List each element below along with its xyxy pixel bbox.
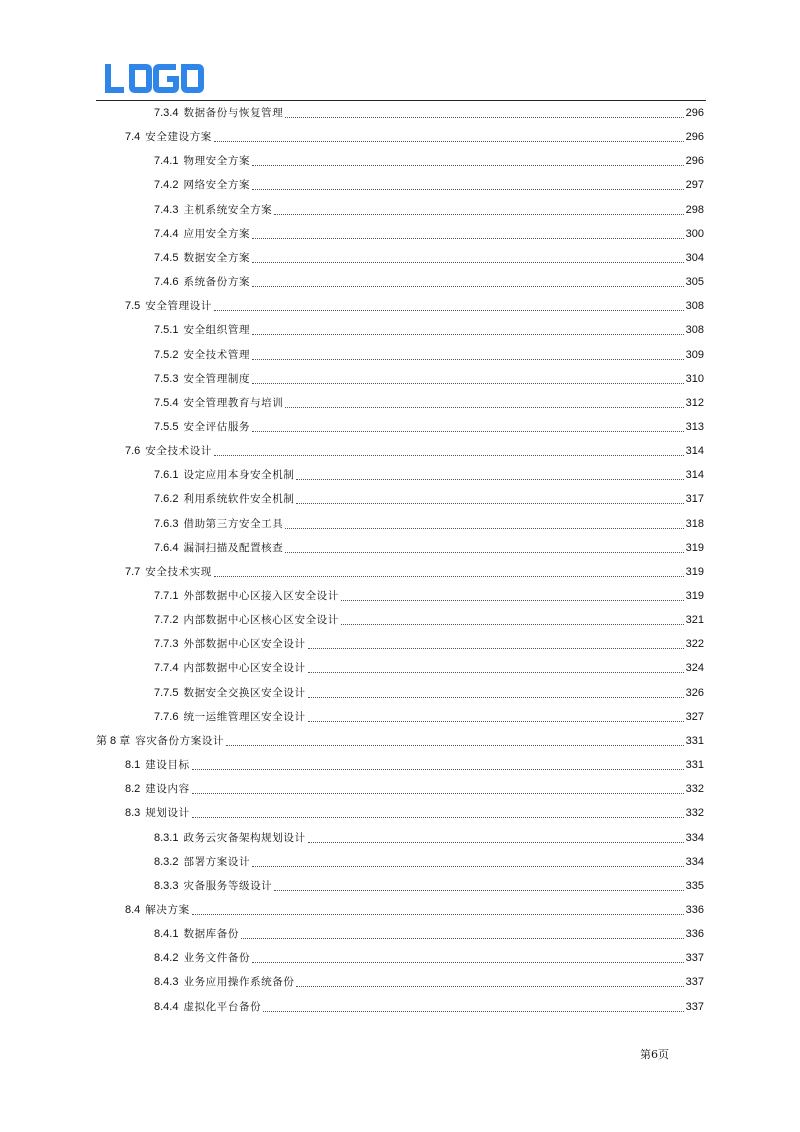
- toc-entry-page: 300: [685, 227, 704, 240]
- toc-leader-dots: [252, 375, 684, 384]
- toc-leader-dots: [252, 423, 684, 432]
- toc-entry-page: 337: [685, 976, 704, 989]
- toc-entry-title: 灾备服务等级设计: [183, 879, 273, 892]
- toc-leader-dots: [214, 447, 684, 456]
- toc-entry-number: 7.7.2: [154, 614, 179, 627]
- toc-entry[interactable]: [154, 415, 704, 439]
- toc-entry-title: 安全建设方案: [145, 131, 212, 144]
- toc-entry[interactable]: [154, 922, 704, 946]
- toc-leader-dots: [241, 930, 684, 939]
- toc-entry[interactable]: [154, 608, 704, 632]
- toc-entry-number: 8.4: [125, 903, 141, 916]
- toc-leader-dots: [252, 278, 684, 287]
- toc-leader-dots: [308, 640, 684, 649]
- toc-entry[interactable]: [154, 826, 704, 850]
- toc-entry-page: 314: [685, 469, 704, 482]
- toc-leader-dots: [274, 882, 683, 891]
- toc-leader-dots: [214, 302, 684, 311]
- toc-leader-dots: [252, 254, 684, 263]
- toc-entry[interactable]: [154, 149, 704, 173]
- toc-entry-title: 物理安全方案: [183, 155, 251, 168]
- toc-entry-number: 7.6.1: [154, 469, 179, 482]
- toc-leader-dots: [252, 858, 684, 867]
- toc-entry-page: 309: [685, 348, 704, 361]
- toc-entry-page: 296: [685, 107, 704, 119]
- toc-entry-title: 内部数据中心区安全设计: [183, 662, 306, 675]
- toc-entry-page: 310: [685, 372, 704, 385]
- toc-entry[interactable]: [154, 343, 704, 367]
- toc-entry-page: 313: [685, 420, 704, 433]
- toc-leader-dots: [285, 399, 683, 408]
- toc-entry-page: 334: [685, 831, 704, 844]
- toc-entry[interactable]: [154, 681, 704, 705]
- toc-entry-title: 安全评估服务: [183, 420, 251, 433]
- toc-entry[interactable]: [154, 705, 704, 729]
- toc-entry-title: 外部数据中心区安全设计: [183, 638, 306, 651]
- toc-entry[interactable]: [154, 463, 704, 487]
- toc-leader-dots: [192, 906, 684, 915]
- toc-entry-number: 7.7.4: [154, 662, 179, 675]
- toc-entry[interactable]: [96, 729, 704, 753]
- toc-entry-title: 容灾备份方案设计: [135, 734, 225, 747]
- toc-entry[interactable]: [154, 391, 704, 415]
- toc-entry-number: 7.7.5: [154, 686, 179, 699]
- toc-entry[interactable]: [154, 850, 704, 874]
- toc-entry[interactable]: [154, 584, 704, 608]
- toc-leader-dots: [214, 568, 684, 577]
- toc-entry-title: 虚拟化平台备份: [183, 1000, 262, 1013]
- toc-entry-title: 数据备份与恢复管理: [183, 107, 284, 119]
- toc-entry-title: 数据安全交换区安全设计: [183, 686, 306, 699]
- toc-entry[interactable]: [125, 777, 704, 801]
- toc-entry-title: 统一运维管理区安全设计: [183, 710, 306, 723]
- toc-leader-dots: [308, 834, 684, 843]
- logo-graphic: [104, 62, 206, 96]
- toc-entry-title: 网络安全方案: [183, 179, 251, 192]
- toc-entry-number: 8.3: [125, 807, 141, 820]
- toc-entry-number: 8.3.3: [154, 879, 179, 892]
- toc-entry-title: 外部数据中心区接入区安全设计: [183, 590, 339, 602]
- toc-leader-dots: [341, 616, 684, 625]
- toc-entry[interactable]: [125, 294, 704, 318]
- toc-leader-dots: [308, 664, 684, 673]
- toc-entry-title: 设定应用本身安全机制: [183, 469, 295, 482]
- toc-leader-dots: [308, 713, 684, 722]
- toc-entry-number: 8.4.1: [154, 928, 179, 941]
- toc-leader-dots: [296, 495, 683, 504]
- toc-entry-title: 解决方案: [145, 903, 190, 916]
- toc-entry-number: 7.6.2: [154, 493, 179, 506]
- toc-entry-page: 305: [685, 276, 704, 289]
- toc-entry-page: 335: [685, 879, 704, 892]
- toc-entry-title: 建设内容: [145, 783, 190, 796]
- toc-entry[interactable]: [125, 898, 704, 922]
- toc-entry-number: 7.5.4: [154, 396, 179, 409]
- toc-entry-title: 建设目标: [145, 759, 190, 772]
- toc-entry-number: 7.7.6: [154, 710, 179, 723]
- toc-entry[interactable]: [154, 101, 704, 125]
- toc-entry[interactable]: [154, 995, 704, 1019]
- toc-entry-number: 7.5.5: [154, 420, 179, 433]
- toc-entry-number: 7.5.1: [154, 324, 179, 337]
- toc-entry-number: 7.7.1: [154, 590, 179, 602]
- toc-entry-number: 7.5: [125, 300, 141, 313]
- toc-leader-dots: [192, 761, 684, 770]
- toc-entry[interactable]: [125, 801, 704, 825]
- toc-entry[interactable]: [154, 173, 704, 197]
- toc-entry-number: 8.4.3: [154, 976, 179, 989]
- toc-entry-title: 借助第三方安全工具: [183, 517, 284, 530]
- toc-entry-page: 304: [685, 251, 704, 264]
- toc-entry[interactable]: [125, 439, 704, 463]
- toc-leader-dots: [252, 157, 684, 166]
- toc-entry[interactable]: [125, 560, 704, 584]
- toc-leader-dots: [192, 809, 684, 818]
- toc-entry-page: 308: [685, 300, 704, 313]
- toc-entry-number: 7.7: [125, 565, 141, 578]
- toc-leader-dots: [285, 544, 683, 553]
- toc-entry-title: 漏洞扫描及配置核查: [183, 541, 284, 554]
- toc-entry[interactable]: [154, 656, 704, 680]
- toc-entry-page: 296: [685, 131, 704, 144]
- toc-entry-title: 规划设计: [145, 807, 190, 820]
- toc-leader-dots: [226, 737, 684, 746]
- page-number: 第6页: [640, 1048, 669, 1061]
- toc-entry-title: 安全组织管理: [183, 324, 251, 337]
- toc-leader-dots: [296, 471, 683, 480]
- toc-entry-number: 7.6.3: [154, 517, 179, 530]
- toc-entry-number: 7.5.2: [154, 348, 179, 361]
- toc-entry[interactable]: [154, 632, 704, 656]
- toc-entry-number: 7.6: [125, 445, 141, 458]
- toc-entry[interactable]: [154, 270, 704, 294]
- toc-entry-title: 业务文件备份: [183, 952, 251, 965]
- toc-entry[interactable]: [154, 512, 704, 536]
- toc-entry[interactable]: [154, 246, 704, 270]
- toc-leader-dots: [308, 689, 684, 698]
- toc-leader-dots: [296, 978, 683, 987]
- toc-entry-page: 312: [685, 396, 704, 409]
- toc-entry[interactable]: [154, 970, 704, 994]
- toc-entry-page: 331: [685, 759, 704, 772]
- toc-entry-page: 298: [685, 203, 704, 216]
- toc-leader-dots: [252, 954, 684, 963]
- toc-entry-page: 326: [685, 686, 704, 699]
- toc-entry-title: 安全管理制度: [183, 372, 251, 385]
- toc-entry-page: 317: [685, 493, 704, 506]
- toc-entry-number: 7.4.2: [154, 179, 179, 192]
- toc-entry-number: 8.2: [125, 783, 141, 796]
- toc-entry-number: 7.3.4: [154, 107, 179, 119]
- toc-entry-number: 8.1: [125, 759, 141, 772]
- toc-entry-number: 7.5.3: [154, 372, 179, 385]
- toc-entry-number: 8.3.1: [154, 831, 179, 844]
- toc-entry-number: 第 8 章: [96, 734, 131, 747]
- toc-entry-title: 利用系统软件安全机制: [183, 493, 295, 506]
- toc-entry-title: 安全管理设计: [145, 300, 212, 313]
- toc-entry-title: 安全技术设计: [145, 445, 212, 458]
- toc-leader-dots: [263, 1003, 683, 1012]
- toc-entry[interactable]: [125, 125, 704, 149]
- toc-entry-number: 7.4: [125, 131, 141, 144]
- toc-entry-number: 7.4.6: [154, 276, 179, 289]
- toc-leader-dots: [214, 133, 684, 142]
- toc-entry-title: 安全技术实现: [145, 565, 212, 578]
- toc-entry-page: 308: [685, 324, 704, 337]
- toc-leader-dots: [252, 230, 684, 239]
- toc-leader-dots: [274, 206, 683, 215]
- toc-leader-dots: [252, 181, 684, 190]
- toc-entry-page: 327: [685, 710, 704, 723]
- toc-entry[interactable]: [154, 222, 704, 246]
- toc-entry-page: 319: [685, 541, 704, 554]
- toc-entry-title: 政务云灾备架构规划设计: [183, 831, 306, 844]
- toc-leader-dots: [285, 520, 683, 529]
- toc-entry-page: 332: [685, 783, 704, 796]
- toc-entry-title: 安全管理教育与培训: [183, 396, 284, 409]
- toc-entry[interactable]: [154, 874, 704, 898]
- toc-entry-page: 296: [685, 155, 704, 168]
- toc-leader-dots: [252, 326, 684, 335]
- toc-entry-page: 314: [685, 445, 704, 458]
- toc-entry-number: 7.4.1: [154, 155, 179, 168]
- toc-entry[interactable]: [125, 753, 704, 777]
- toc-entry-number: 8.4.4: [154, 1000, 179, 1013]
- toc-entry-number: 8.3.2: [154, 855, 179, 868]
- toc-entry-page: 297: [685, 179, 704, 192]
- toc-entry-number: 7.7.3: [154, 638, 179, 651]
- toc-entry-page: 324: [685, 662, 704, 675]
- toc-leader-dots: [192, 785, 684, 794]
- toc-entry-page: 322: [685, 638, 704, 651]
- toc-leader-dots: [341, 592, 684, 601]
- toc-entry-title: 应用安全方案: [183, 227, 251, 240]
- toc-entry-title: 内部数据中心区核心区安全设计: [183, 614, 339, 627]
- toc-entry[interactable]: [154, 536, 704, 560]
- toc-entry-title: 部署方案设计: [183, 855, 251, 868]
- toc-entry-page: 337: [685, 1000, 704, 1013]
- toc-leader-dots: [252, 351, 684, 360]
- toc-entry-page: 321: [685, 614, 704, 627]
- logo: [104, 62, 206, 96]
- toc-entry[interactable]: [154, 946, 704, 970]
- toc-entry-page: 334: [685, 855, 704, 868]
- toc-entry-title: 主机系统安全方案: [183, 203, 273, 216]
- toc-entry-page: 332: [685, 807, 704, 820]
- toc-leader-dots: [285, 109, 683, 118]
- toc-entry-title: 数据安全方案: [183, 251, 251, 264]
- toc-entry-page: 337: [685, 952, 704, 965]
- toc-entry-title: 数据库备份: [183, 928, 239, 941]
- toc-entry[interactable]: [154, 487, 704, 511]
- toc-entry[interactable]: [154, 318, 704, 342]
- toc-entry[interactable]: [154, 367, 704, 391]
- toc-entry-title: 业务应用操作系统备份: [183, 976, 295, 989]
- toc-entry[interactable]: [154, 198, 704, 222]
- toc-entry-title: 系统备份方案: [183, 276, 251, 289]
- toc-entry-page: 319: [685, 590, 704, 602]
- toc-entry-page: 319: [685, 565, 704, 578]
- toc-entry-page: 336: [685, 903, 704, 916]
- toc-entry-number: 8.4.2: [154, 952, 179, 965]
- toc-entry-number: 7.4.3: [154, 203, 179, 216]
- toc-entry-page: 318: [685, 517, 704, 530]
- toc-entry-title: 安全技术管理: [183, 348, 251, 361]
- toc-entry-number: 7.6.4: [154, 541, 179, 554]
- toc-entry-number: 7.4.5: [154, 251, 179, 264]
- toc-entry-number: 7.4.4: [154, 227, 179, 240]
- toc-entry-page: 336: [685, 928, 704, 941]
- toc-entry-page: 331: [685, 734, 704, 747]
